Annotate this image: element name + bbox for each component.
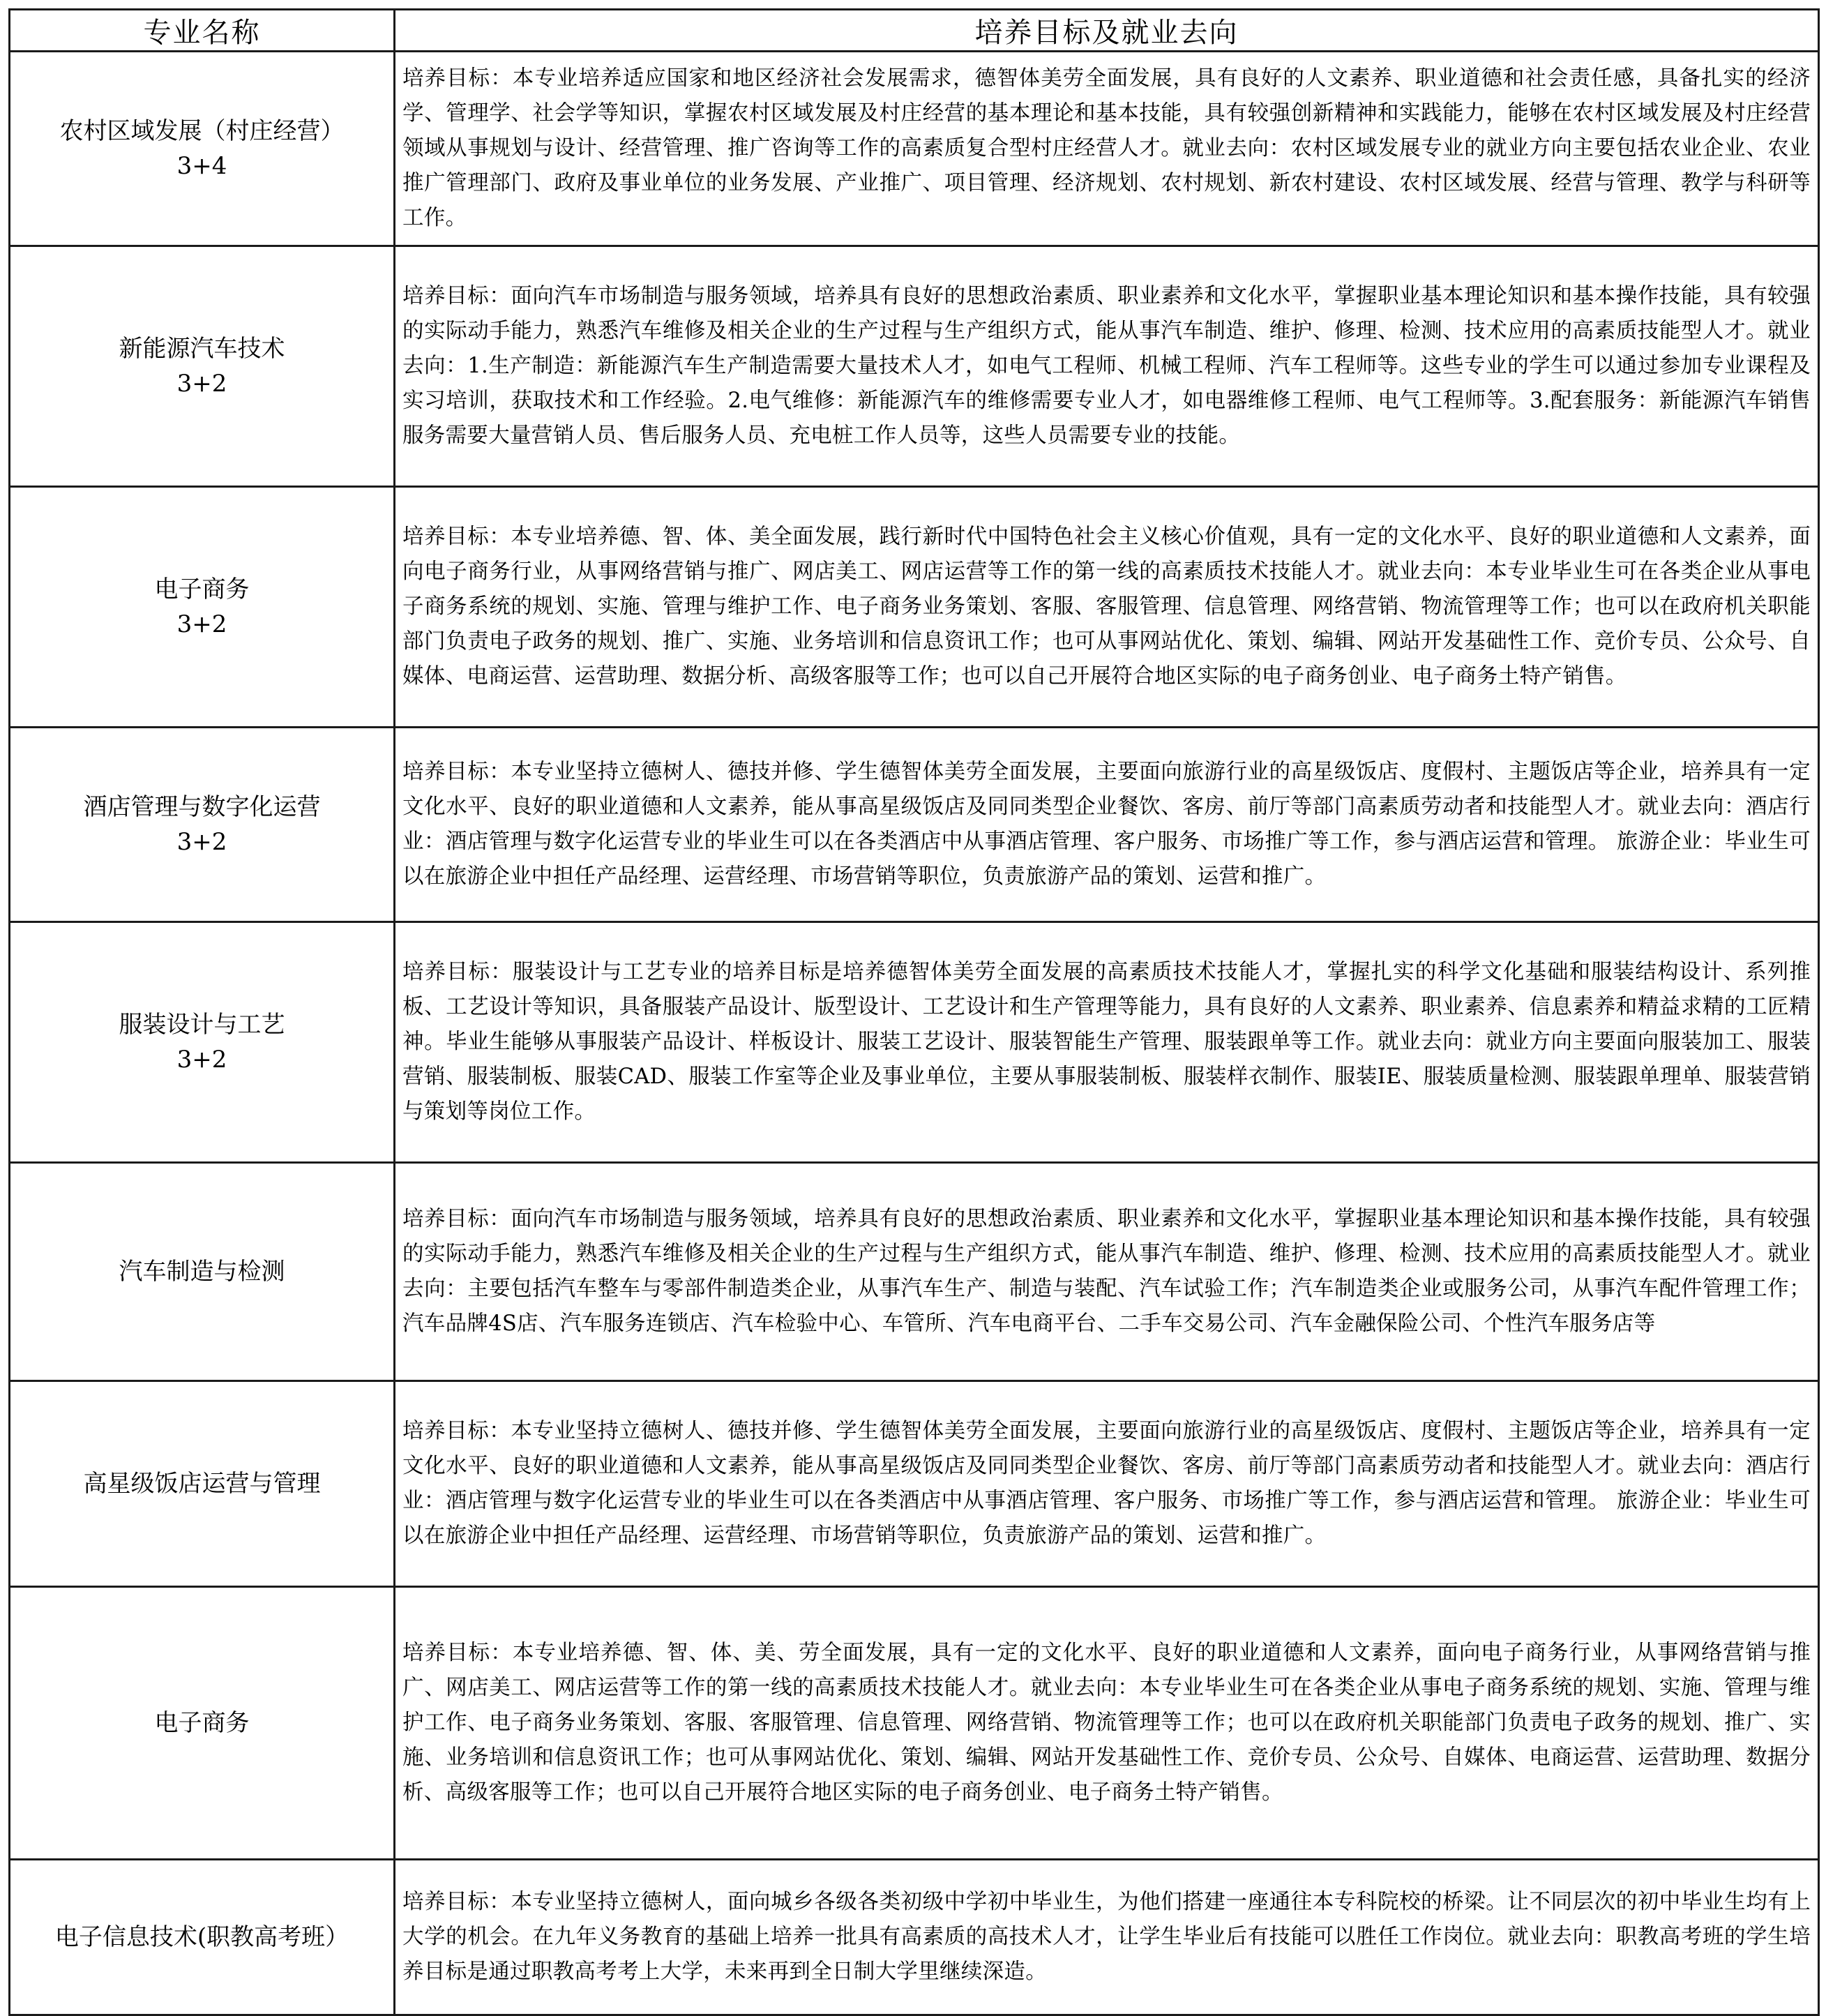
major-program-code: 3+2 (176, 610, 227, 638)
major-name-cell (10, 728, 395, 922)
table-row (10, 1860, 1819, 2015)
major-description: 培养目标：面向汽车市场制造与服务领域，培养具有良好的思想政治素质、职业素养和文化水平，掌握职业基本理论知识和基本操作技能，具有较强的实际动手能力，熟悉汽车维修及相关企业的生产过程与生产组织方式，能从事汽车制造、维护、修理、检测、技术应用的高素质技能型人才。就业去向：1.生产制造：新能源汽车生产制造需要大量技术人才，如电气工程师、机械工程师、汽车工程师等。这些专业的学生可以通过参加专业课程及实习培训，获取技术和工作经验。2.电气维修：新能源汽车的维修需要专业人才，如电器维修工程师、电气工程师等。3.配套服务：新能源汽车销售服务需要大量营销人员、售后服务人员、充电桩工作人员等，这些人员需要专业的技能。 (395, 246, 1819, 487)
major-program-code: 3+2 (176, 370, 227, 398)
major-name: 新能源汽车技术 (119, 335, 285, 363)
major-description: 培养目标：本专业培养德、智、体、美、劳全面发展，具有一定的文化水平、良好的职业道德和人文素养，面向电子商务行业，从事网络营销与推广、网店美工、网店运营等工作的第一线的高素质技术技能人才。就业去向：本专业毕业生可在各类企业从事电子商务系统的规划、实施、管理与维护工作、电子商务业务策划、客服、客服管理、信息管理、网络营销、物流管理等工作；也可以在政府机关职能部门负责电子政务的规划、推广、实施、业务培训和信息资讯工作；也可从事网站优化、策划、编辑、网站开发基础性工作、竞价专员、公众号、自媒体、电商运营、运营助理、数据分析、高级客服等工作；也可以自己开展符合地区实际的电子商务创业、电子商务土特产销售。 (395, 1587, 1819, 1860)
major-name: 高星级饭店运营与管理 (83, 1470, 321, 1498)
header-row (10, 10, 1819, 52)
major-program-code: 3+2 (176, 828, 227, 856)
table-row (10, 1381, 1819, 1587)
table-row (10, 728, 1819, 922)
major-program-code: 3+2 (176, 1046, 227, 1074)
table-row (10, 922, 1819, 1163)
major-name-cell (10, 1163, 395, 1381)
major-name-cell (10, 52, 395, 246)
major-description: 培养目标：本专业坚持立德树人、德技并修、学生德智体美劳全面发展，主要面向旅游行业的高星级饭店、度假村、主题饭店等企业，培养具有一定文化水平、良好的职业道德和人文素养，能从事高星级饭店及同同类型企业餐饮、客房、前厅等部门高素质劳动者和技能型人才。就业去向：酒店行业：酒店管理与数字化运营专业的毕业生可以在各类酒店中从事酒店管理、客户服务、市场推广等工作，参与酒店运营和管理。 旅游企业：毕业生可以在旅游企业中担任产品经理、运营经理、市场营销等职位，负责旅游产品的策划、运营和推广。 (395, 1381, 1819, 1587)
table-row (10, 1163, 1819, 1381)
table-row (10, 1587, 1819, 1860)
major-name-cell (10, 1587, 395, 1860)
major-name-cell (10, 1381, 395, 1587)
table-row (10, 52, 1819, 246)
major-name: 电子商务 (154, 576, 250, 603)
major-name: 电子商务 (154, 1709, 250, 1737)
major-description: 培养目标：本专业培养适应国家和地区经济社会发展需求，德智体美劳全面发展，具有良好的人文素养、职业道德和社会责任感，具备扎实的经济学、管理学、社会学等知识，掌握农村区域发展及村庄经营的基本理论和基本技能，具有较强创新精神和实践能力，能够在农村区域发展及村庄经营领域从事规划与设计、经营管理、推广咨询等工作的高素质复合型村庄经营人才。就业去向：农村区域发展专业的就业方向主要包括农业企业、农业推广管理部门、政府及事业单位的业务发展、产业推广、项目管理、经济规划、农村规划、新农村建设、农村区域发展、经营与管理、教学与科研等工作。 (395, 52, 1819, 246)
major-name: 汽车制造与检测 (119, 1258, 285, 1286)
table-row (10, 487, 1819, 728)
header-major-name: 专业名称 (10, 10, 395, 52)
major-name: 酒店管理与数字化运营 (83, 793, 321, 821)
majors-sheet (8, 8, 1818, 2016)
major-description: 培养目标：本专业坚持立德树人，面向城乡各级各类初级中学初中毕业生，为他们搭建一座通往本专科院校的桥梁。让不同层次的初中毕业生均有上大学的机会。在九年义务教育的基础上培养一批具有高素质的高技术人才，让学生毕业后有技能可以胜任工作岗位。就业去向：职教高考班的学生培养目标是通过职教高考考上大学，未来再到全日制大学里继续深造。 (395, 1860, 1819, 2015)
major-name-cell (10, 922, 395, 1163)
major-name: 电子信息技术(职教高考班） (54, 1923, 349, 1951)
major-name-cell (10, 246, 395, 487)
major-description: 培养目标：本专业坚持立德树人、德技并修、学生德智体美劳全面发展，主要面向旅游行业的高星级饭店、度假村、主题饭店等企业，培养具有一定文化水平、良好的职业道德和人文素养，能从事高星级饭店及同同类型企业餐饮、客房、前厅等部门高素质劳动者和技能型人才。就业去向：酒店行业：酒店管理与数字化运营专业的毕业生可以在各类酒店中从事酒店管理、客户服务、市场推广等工作，参与酒店运营和管理。 旅游企业：毕业生可以在旅游企业中担任产品经理、运营经理、市场营销等职位，负责旅游产品的策划、运营和推广。 (395, 728, 1819, 922)
majors-table (8, 8, 1820, 2016)
header-goals-and-careers: 培养目标及就业去向 (395, 10, 1819, 52)
major-program-code: 3+4 (176, 152, 227, 180)
table-row (10, 246, 1819, 487)
major-description: 培养目标：本专业培养德、智、体、美全面发展，践行新时代中国特色社会主义核心价值观，具有一定的文化水平、良好的职业道德和人文素养，面向电子商务行业，从事网络营销与推广、网店美工、网店运营等工作的第一线的高素质技术技能人才。就业去向：本专业毕业生可在各类企业从事电子商务系统的规划、实施、管理与维护工作、电子商务业务策划、客服、客服管理、信息管理、网络营销、物流管理等工作；也可以在政府机关职能部门负责电子政务的规划、推广、实施、业务培训和信息资讯工作；也可从事网站优化、策划、编辑、网站开发基础性工作、竞价专员、公众号、自媒体、电商运营、运营助理、数据分析、高级客服等工作；也可以自己开展符合地区实际的电子商务创业、电子商务土特产销售。 (395, 487, 1819, 728)
major-name: 农村区域发展（村庄经营） (59, 117, 345, 145)
major-name-cell (10, 1860, 395, 2015)
major-description: 培养目标：服装设计与工艺专业的培养目标是培养德智体美劳全面发展的高素质技术技能人才，掌握扎实的科学文化基础和服装结构设计、系列推板、工艺设计等知识，具备服装产品设计、版型设计、工艺设计和生产管理等能力，具有良好的人文素养、职业素养、信息素养和精益求精的工匠精神。毕业生能够从事服装产品设计、样板设计、服装工艺设计、服装智能生产管理、服装跟单等工作。就业去向：就业方向主要面向服装加工、服装营销、服装制板、服装CAD、服装工作室等企业及事业单位，主要从事服装制板、服装样衣制作、服装IE、服装质量检测、服装跟单理单、服装营销与策划等岗位工作。 (395, 922, 1819, 1163)
major-name: 服装设计与工艺 (119, 1011, 285, 1039)
major-description: 培养目标：面向汽车市场制造与服务领域，培养具有良好的思想政治素质、职业素养和文化水平，掌握职业基本理论知识和基本操作技能，具有较强的实际动手能力，熟悉汽车维修及相关企业的生产过程与生产组织方式，能从事汽车制造、维护、修理、检测、技术应用的高素质技能型人才。就业去向：主要包括汽车整车与零部件制造类企业，从事汽车生产、制造与装配、汽车试验工作；汽车制造类企业或服务公司，从事汽车配件管理工作；汽车品牌4S店、汽车服务连锁店、汽车检验中心、车管所、汽车电商平台、二手车交易公司、汽车金融保险公司、个性汽车服务店等 (395, 1163, 1819, 1381)
major-name-cell (10, 487, 395, 728)
